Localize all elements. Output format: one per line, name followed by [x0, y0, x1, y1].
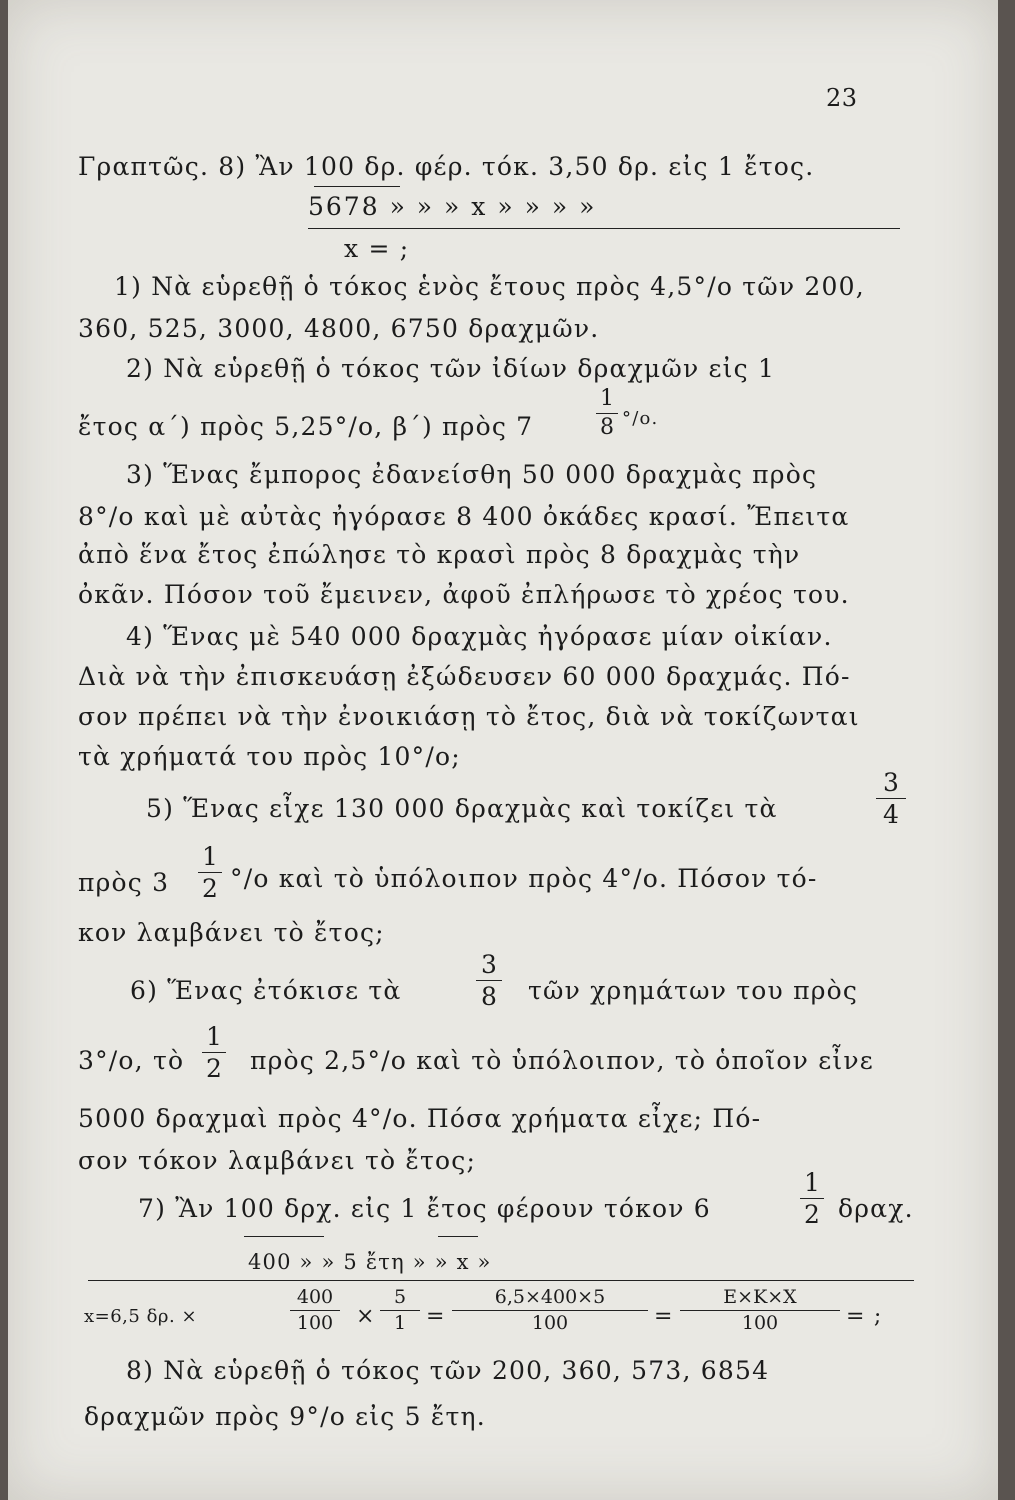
rule: [438, 1236, 478, 1237]
exercise-3: ἀπὸ ἕνα ἔτος ἐπώλησε τὸ κρασὶ πρὸς 8 δραχμὰς τὴν: [78, 540, 801, 569]
exercise-1: 1) Νὰ εὑρεθῇ ὁ τόκος ἑνὸς ἔτους πρὸς 4,5°/ο τῶν 200,: [114, 272, 865, 301]
formula: =: [654, 1304, 674, 1329]
fraction: 1 2: [202, 1024, 226, 1081]
exercise-8: δραχμῶν πρὸς 9°/ο εἰς 5 ἔτη.: [84, 1402, 486, 1431]
formula: ×: [356, 1304, 376, 1329]
formula: =: [426, 1304, 446, 1329]
fraction: 1 2: [198, 844, 222, 901]
exercise-1: 360, 525, 3000, 4800, 6750 δραχμῶν.: [78, 314, 600, 343]
exercise-7: 7) Ἂν 100 δρχ. εἰς 1 ἔτος φέρουν τόκον 6: [138, 1194, 711, 1223]
exercise-2: °/ο.: [622, 408, 659, 429]
rule: [244, 1236, 324, 1237]
exercise-5: πρὸς 3: [78, 868, 170, 897]
rule: [314, 186, 400, 187]
exercise-4: Διὰ νὰ τὴν ἐπισκευάσῃ ἐξώδευσεν 60 000 δραχμάς. Πό-: [78, 662, 851, 691]
exercise-4: τὰ χρήματά του πρὸς 10°/ο;: [78, 742, 461, 771]
exercise-7: 400 » » 5 ἔτη » » x »: [248, 1250, 492, 1274]
exercise-4: σον πρέπει νὰ τὴν ἐνοικιάσῃ τὸ ἔτος, διὰ νὰ τοκίζωνται: [78, 702, 860, 731]
exercise-2: 2) Νὰ εὑρεθῇ ὁ τόκος τῶν ἰδίων δραχμῶν εἰς 1: [126, 354, 776, 383]
exercise-5: 5) Ἕνας εἶχε 130 000 δραχμὰς καὶ τοκίζει τὰ: [146, 794, 778, 823]
exercise-2: ἔτος α΄) πρὸς 5,25°/ο, β΄) πρὸς 7: [78, 412, 534, 441]
exercise-6: σον τόκον λαμβάνει τὸ ἔτος;: [78, 1146, 477, 1175]
rule: [88, 1280, 914, 1281]
fraction: 3 8: [476, 952, 502, 1009]
fraction: 6,5×400×5 100: [452, 1288, 648, 1333]
exercise-3: 3) Ἕνας ἔμπορος ἐδανείσθη 50 000 δραχμὰς πρὸς: [126, 460, 818, 489]
exercise-7: δραχ.: [838, 1194, 914, 1223]
exercise-3: ὀκᾶν. Πόσον τοῦ ἔμεινεν, ἀφοῦ ἐπλήρωσε τὸ χρέος του.: [78, 580, 850, 609]
exercise-4: 4) Ἕνας μὲ 540 000 δραχμὰς ἠγόρασε μίαν οἰκίαν.: [126, 622, 833, 651]
problem-8-line: Γραπτῶς. 8) Ἂν 100 δρ. φέρ. τόκ. 3,50 δρ. εἰς 1 ἔτος.: [78, 152, 815, 181]
fraction: Ε×Κ×Χ 100: [680, 1288, 840, 1333]
exercise-3: 8°/ο καὶ μὲ αὐτὰς ἠγόρασε 8 400 ὀκάδες κρασί. Ἔπειτα: [78, 502, 850, 531]
exercise-6: τῶν χρημάτων του πρὸς: [528, 976, 859, 1005]
book-page: [8, 0, 998, 1500]
exercise-6: 3°/ο, τὸ: [78, 1046, 185, 1075]
fraction: 400 100: [290, 1288, 340, 1333]
fraction: 5 1: [380, 1288, 420, 1333]
exercise-8: 8) Νὰ εὑρεθῇ ὁ τόκος τῶν 200, 360, 573, 6854: [126, 1356, 770, 1385]
formula: = ;: [846, 1304, 883, 1329]
problem-8-line: 5678 » » » x » » » »: [308, 192, 597, 221]
exercise-6: πρὸς 2,5°/ο καὶ τὸ ὑπόλοιπον, τὸ ὁποῖον εἶνε: [250, 1046, 874, 1075]
page-number: 23: [826, 84, 858, 112]
exercise-6: 5000 δραχμαὶ πρὸς 4°/ο. Πόσα χρήματα εἶχε; Πό-: [78, 1104, 762, 1133]
fraction: 3 4: [876, 770, 906, 827]
rule: [308, 228, 900, 229]
fraction: 1 2: [800, 1170, 824, 1227]
problem-8-unknown: x = ;: [344, 234, 410, 263]
formula: x=6,5 δρ. ×: [84, 1306, 198, 1327]
exercise-5: κον λαμβάνει τὸ ἔτος;: [78, 918, 385, 947]
exercise-6: 6) Ἕνας ἐτόκισε τὰ: [130, 976, 402, 1005]
exercise-5: °/ο καὶ τὸ ὑπόλοιπον πρὸς 4°/ο. Πόσον τό-: [230, 864, 818, 893]
fraction: 1 8: [596, 388, 618, 439]
